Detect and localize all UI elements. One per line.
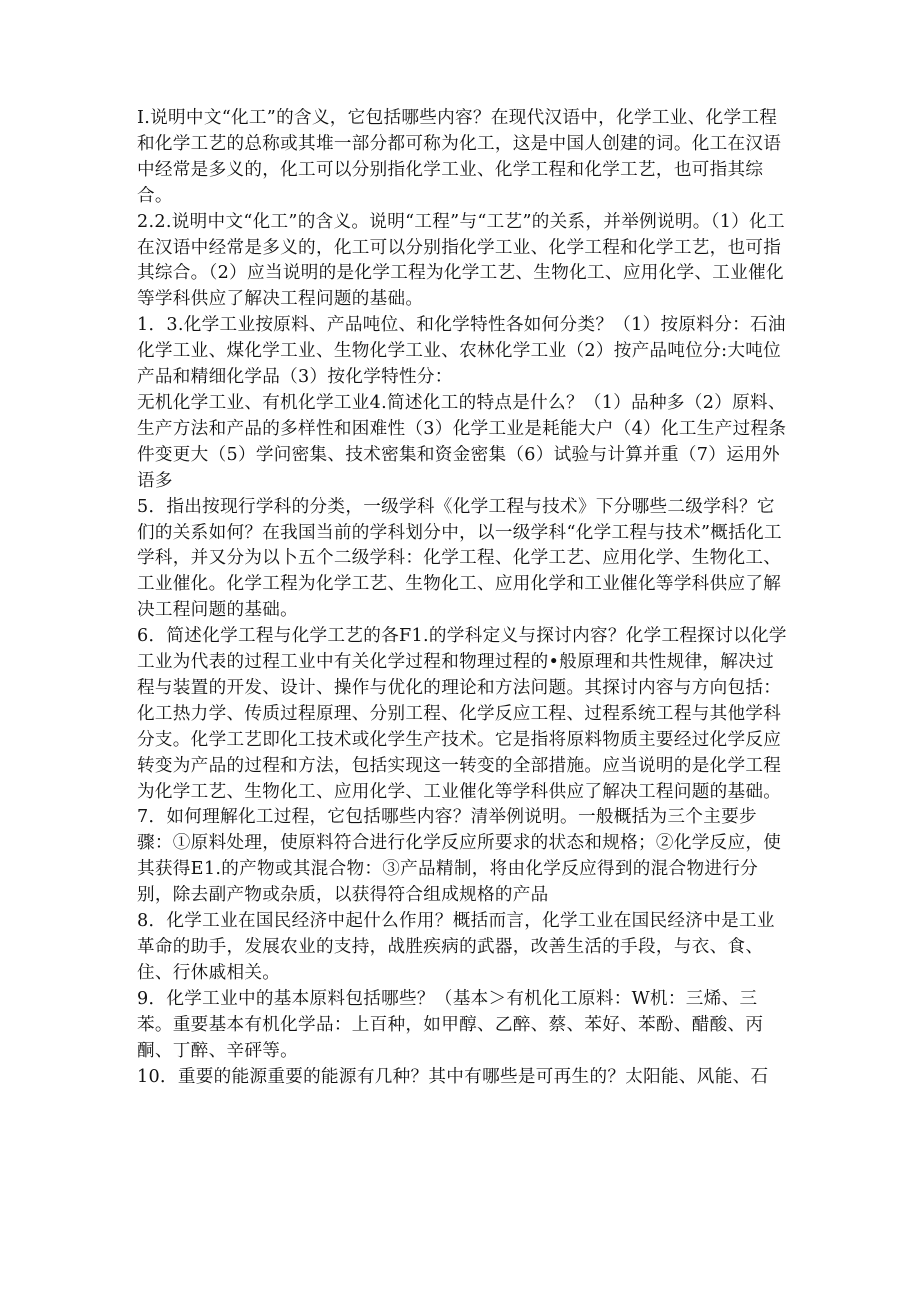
paragraph-6: 6．简述化学工程与化学工艺的各F1.的学科定义与探讨内容？化学工程探讨以化学工业为代表的过程工业中有关化学过程和物理过程的•般原理和共性规律，解决过程与装置的开发、设计、操作与优化的理论和方法问题。其探讨内容与方向包括：化工热力学、传质过程原理、分别工程、化学反应工程、过程系统工程与其他学科分支。化学工艺即化工技术或化学生产技术。它是指将原料物质主要经过化学反应转变为产品的过程和方法，包括实现这一转变的全部措施。应当说明的是化学工程为化学工艺、生物化工、应用化学、工业催化等学科供应了解决工程问题的基础。 — [137, 626, 787, 802]
paragraph-8: 8．化学工业在国民经济中起什么作用？概括而言，化学工业在国民经济中是工业革命的助手，发展农业的支持，战胜疾病的武器，改善生活的手段，与衣、食、住、行休戚相关。 — [137, 911, 775, 983]
paragraph-10: 10．重要的能源重要的能源有几种？其中有哪些是可再生的？太阳能、风能、石 — [137, 1066, 769, 1087]
paragraph-2: 2.2.说明中文“化工”的含义。说明“工程”与“工艺”的关系，并举例说明。（1）化工在汉语中经常是多义的，化工可以分别指化学工业、化学工程和化学工艺，也可指其综合。（2）应当说明的是化学工程为化学工艺、生物化工、应用化学、工业催化等学科供应了解决工程问题的基础。 — [137, 211, 785, 310]
paragraph-4: 无机化学工业、有机化学工业4.简述化工的特点是什么？（1）品种多（2）原料、生产方法和产品的多样性和困难性（3）化学工业是耗能大户（4）化工生产过程条件变更大（5）学问密集、技术密集和资金密集（6）试验与计算并重（7）运用外语多 — [137, 392, 787, 491]
paragraph-5: 5．指出按现行学科的分类，一级学科《化学工程与技术》下分哪些二级学科？它们的关系如何？在我国当前的学科划分中，以一级学科“化学工程与技术”概括化工学科，并又分为以卜五个二级学科：化学工程、化学工艺、应用化学、生物化工、工业催化。化学工程为化学工艺、生物化工、应用化学和工业催化等学科供应了解决工程问题的基础。 — [137, 496, 782, 621]
paragraph-1: I.说明中文“化工”的含义，它包括哪些内容？在现代汉语中，化学工业、化学工程和化学工艺的总称或其堆一部分都可称为化工，这是中国人创建的词。化工在汉语中经常是多义的，化工可以分别指化学工业、化学工程和化学工艺，也可指其综合。 — [137, 108, 782, 206]
paragraph-9: 9．化学工业中的基本原料包括哪些？（基本＞有机化工原料：W机：三烯、三苯。重要基本有机化学品：上百种，如甲醇、乙醉、蔡、苯好、苯酚、醋酸、丙酮、丁醉、辛砰等。 — [137, 988, 764, 1061]
paragraph-3: 1．3.化学工业按原料、产品吨位、和化学特性各如何分类？（1）按原料分：石油化学工业、煤化学工业、生物化学工业、农林化学工业（2）按产品吨位分:大吨位产品和精细化学品（3）按化学特性分： — [137, 315, 786, 388]
document-body — [137, 106, 787, 1090]
paragraph-7: 7．如何理解化工过程，它包括哪些内容？清举例说明。一般概括为三个主要步骤：①原料处理，使原料符合进行化学反应所要求的状态和规格；②化学反应，使其获得E1.的产物或其混合物：③产品精制，将由化学反应得到的混合物进行分别，除去副产物或杂质，以获得符合组成规格的产品 — [137, 807, 782, 906]
